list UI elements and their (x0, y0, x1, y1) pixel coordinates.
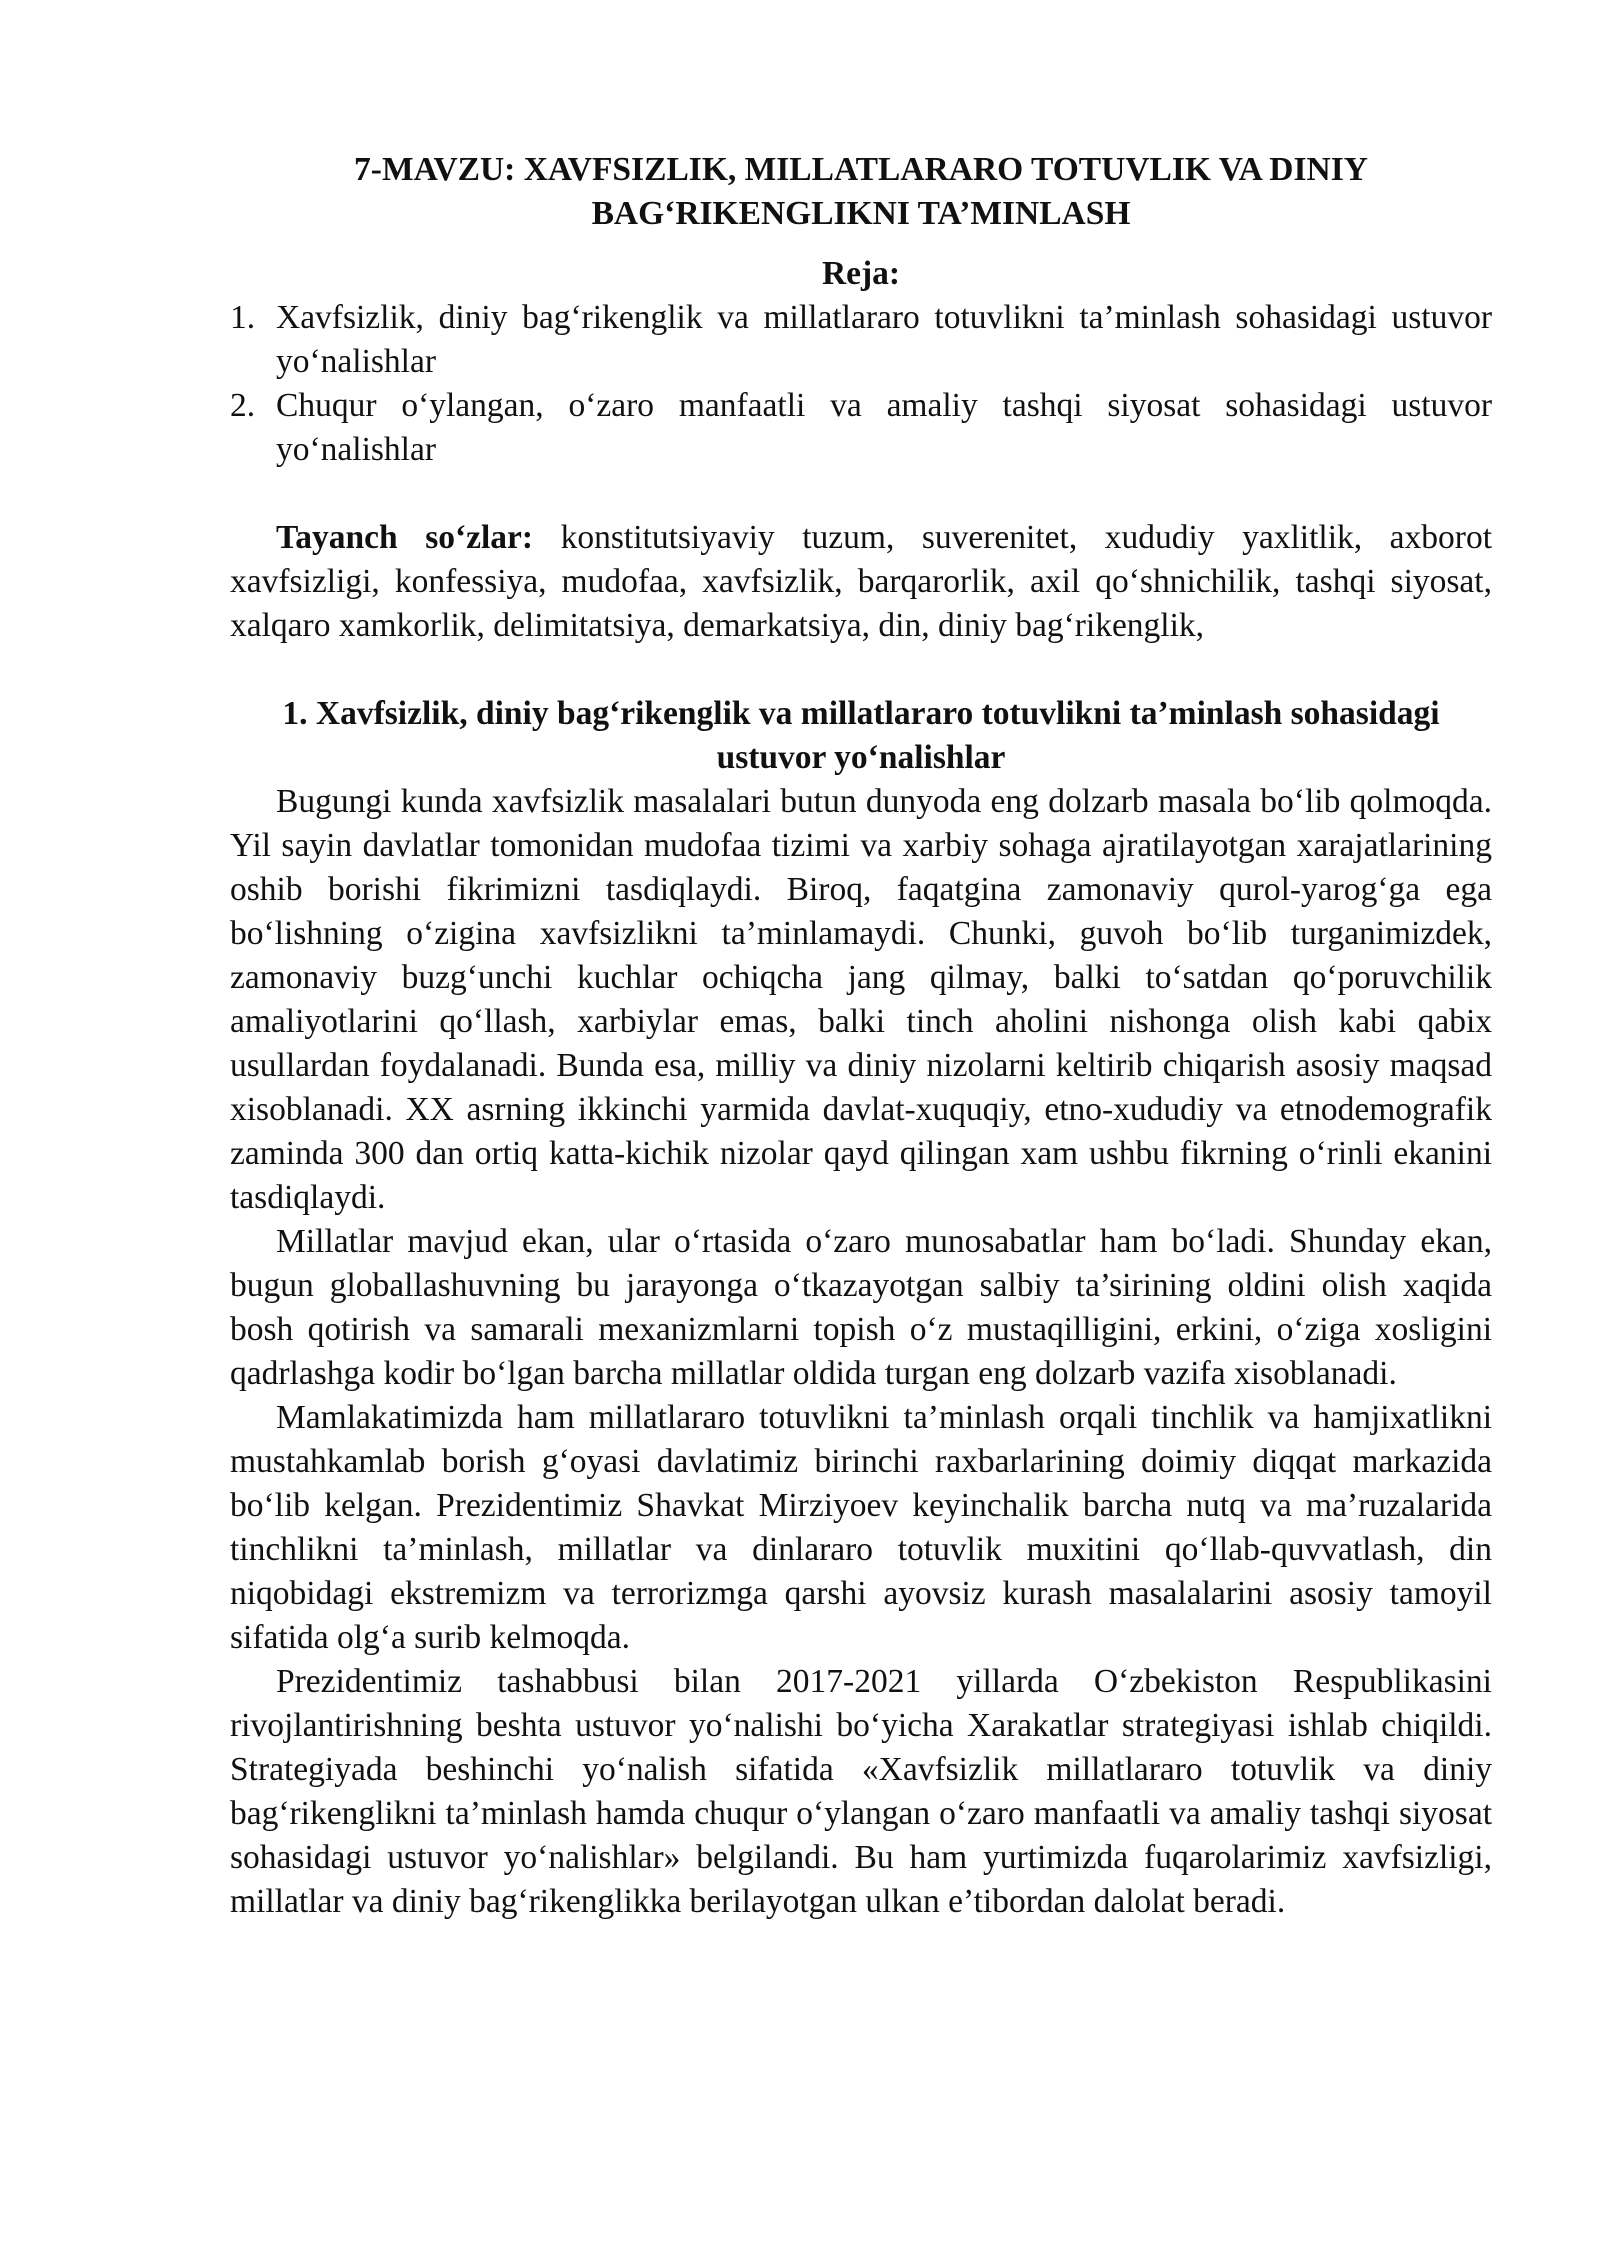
plan-item-number: 1. (230, 299, 256, 336)
plan-item-text: Xavfsizlik, diniy bag‘rikenglik va millatlararo totuvlikni ta’minlash sohasidagi ustuvor yo‘nalishlar (276, 299, 1492, 380)
body-paragraph: Bugungi kunda xavfsizlik masalalari butun dunyoda eng dolzarb masala bo‘lib qolmoqda. Yil sayin davlatlar tomonidan mudofaa tizimi va xarbiy sohaga ajratilayotgan xarajatlarining oshib borishi fikrimizni tasdiqlaydi. Biroq, faqatgina zamonaviy qurol-yarog‘ga ega bo‘lishning o‘zigina xavfsizlikni ta’minlamaydi. Chunki, guvoh bo‘lib turganimizdek, zamonaviy buzg‘unchi kuchlar ochiqcha jang qilmay, balki to‘satdan qo‘poruvchilik amaliyotlarini qo‘llash, xarbiylar emas, balki tinch aholini nishonga olish kabi qabix usullardan foydalanadi. Bunda esa, milliy va diniy nizolarni keltirib chiqarish asosiy maqsad xisoblanadi. XX asrning ikkinchi yarmida davlat-xuquqiy, etno-xududiy va etnodemografik zaminda 300 dan ortiq katta-kichik nizolar qayd qilingan xam ushbu fikrning o‘rinli ekanini tasdiqlaydi. (230, 783, 1492, 1216)
keywords-paragraph (230, 516, 1492, 648)
document-page (230, 148, 1492, 1924)
keywords-label: Tayanch so‘zlar: (276, 519, 534, 556)
plan-heading: Reja: (821, 255, 901, 292)
plan-item (230, 296, 1492, 384)
body-paragraph: Prezidentimiz tashabbusi bilan 2017-2021 yillarda O‘zbekiston Respublikasini rivojlantirishning beshta ustuvor yo‘nalishi bo‘yicha Xarakatlar strategiyasi ishlab chiqildi. Strategiyada beshinchi yo‘nalish sifatida «Xavfsizlik millatlararo totuvlik va diniy bag‘rikenglikni ta’minlash hamda chuqur o‘ylangan o‘zaro manfaatli va amaliy tashqi siyosat sohasidagi ustuvor yo‘nalishlar» belgilandi. Bu ham yurtimizda fuqarolarimiz xavfsizligi, millatlar va diniy bag‘rikenglikka berilayotgan ulkan e’tibordan dalolat beradi. (230, 1663, 1492, 1920)
body-paragraph: Millatlar mavjud ekan, ular o‘rtasida o‘zaro munosabatlar ham bo‘ladi. Shunday ekan, bugun globallashuvning bu jarayonga o‘tkazayotgan salbiy ta’sirining oldini olish xaqida bosh qotirish va samarali mexanizmlarni topish o‘z mustaqilligini, erkini, o‘ziga xosligini qadrlashga kodir bo‘lgan barcha millatlar oldida turgan eng dolzarb vazifa xisoblanadi. (230, 1223, 1492, 1392)
plan-list (230, 296, 1492, 472)
plan-item-number: 2. (230, 387, 256, 424)
plan-item-text: Chuqur o‘ylangan, o‘zaro manfaatli va amaliy tashqi siyosat sohasidagi ustuvor yo‘nalishlar (276, 387, 1492, 468)
plan-item (230, 384, 1492, 472)
document-title: 7-MAVZU: XAVFSIZLIK, MILLATLARARO TOTUVLIK VA DINIY BAG‘RIKENGLIKNI TA’MINLASH (354, 151, 1368, 232)
section-heading: 1. Xavfsizlik, diniy bag‘rikenglik va millatlararo totuvlikni ta’minlash sohasidagi ustuvor yo‘nalishlar (282, 695, 1440, 776)
body-paragraph: Mamlakatimizda ham millatlararo totuvlikni ta’minlash orqali tinchlik va hamjixatlikni mustahkamlab borish g‘oyasi davlatimiz birinchi raxbarlarining doimiy diqqat markazida bo‘lib kelgan. Prezidentimiz Shavkat Mirziyoev keyinchalik barcha nutq va ma’ruzalarida tinchlikni ta’minlash, millatlar va dinlararo totuvlik muxitini qo‘llab-quvvatlash, din niqobidagi ekstremizm va terrorizmga qarshi ayovsiz kurash masalalarini asosiy tamoyil sifatida olg‘a surib kelmoqda. (230, 1399, 1492, 1656)
keywords-text: konstitutsiyaviy tuzum, suverenitet, xududiy yaxlitlik, axborot xavfsizligi, konfessiya, mudofaa, xavfsizlik, barqarorlik, axil qo‘shnichilik, tashqi siyosat, xalqaro xamkorlik, delimitatsiya, demarkatsiya, din, diniy bag‘rikenglik, (230, 519, 1492, 644)
